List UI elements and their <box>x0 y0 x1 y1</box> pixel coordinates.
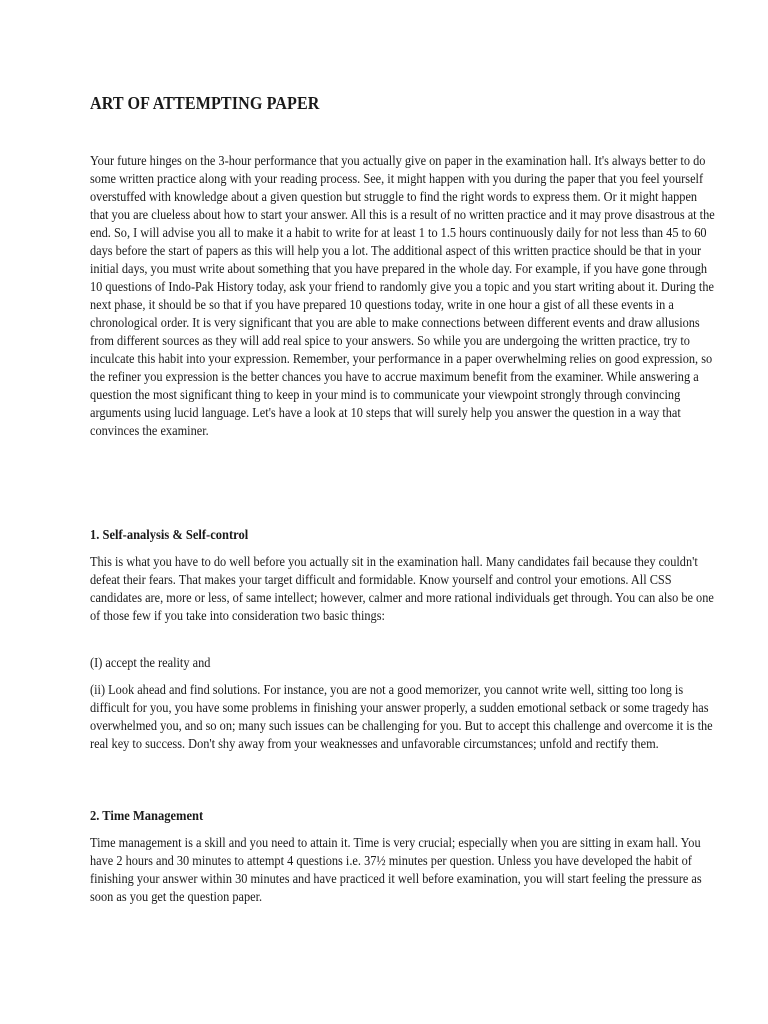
section1-paragraph-1: This is what you have to do well before you actually sit in the examination hall. Many candidates fail because they couldn't defeat their fears. That makes your target difficult and formidable. Know yourself and control your emotions. All CSS candidates are, more or less, of same intellect; however, calmer and more rational individuals get through. You can also be one of those few if you take into consideration two basic things: <box>90 554 714 623</box>
intro-paragraph: Your future hinges on the 3-hour performance that you actually give on paper in the examination hall. It's always better to do some written practice along with your reading process. See, it might happen with you during the paper that you feel yourself overstuffed with knowledge about a given question but struggle to find the right words to express them. Or it might happen that you are clueless about how to start your answer. All this is a result of no written practice and it may prove disastrous at the end. So, I will advise you all to make it a habit to write for at least 1 to 1.5 hours continuously daily for not less than 45 to 60 days before the start of papers as this will help you a lot. The additional aspect of this written practice should be that in your initial days, you must write about something that you have prepared in the whole day. For example, if you have gone through 10 questions of Indo-Pak History today, ask your friend to randomly give you a topic and you start writing about it. During the next phase, it should be so that if you have prepared 10 questions today, write in one hour a gist of all these events in a chronological order. It is very significant that you are able to make connections between different events and draw allusions from different sources as they will add real spice to your answers. So while you are undergoing the written practice, try to inculcate this habit into your expression. Remember, your performance in a paper overwhelming relies on good expression, so the refiner you expression is the better chances you have to accrue maximum benefit from the examiner. While answering a question the most significant thing to keep in your mind is to communicate your viewpoint strongly through convincing arguments using lucid language. Let's have a look at 10 steps that will surely help you answer the question in a way that convinces the examiner. <box>90 153 715 438</box>
section1-paragraph-3: (ii) Look ahead and find solutions. For instance, you are not a good memorizer, you cannot write well, sitting too long is difficult for you, you have some problems in finishing your answer properly, a sudden emotional setback or some tragedy has overwhelmed you, and so on; many such issues can be challenging for you. But to accept this challenge and overcome it is the real key to success. Don't shy away from your weaknesses and unfavorable circumstances; unfold and rectify them. <box>90 682 713 751</box>
section1-paragraph-2: (I) accept the reality and <box>90 655 211 670</box>
document-title: ART OF ATTEMPTING PAPER <box>90 93 320 113</box>
section-heading-time-management: 2. Time Management <box>90 808 204 823</box>
section-heading-self-analysis: 1. Self-analysis & Self-control <box>90 527 249 542</box>
section2-paragraph-1: Time management is a skill and you need to attain it. Time is very crucial; especially when you are sitting in exam hall. You have 2 hours and 30 minutes to attempt 4 questions i.e. 37½ minutes per question. Unless you have developed the habit of finishing your answer within 30 minutes and have practiced it well before examination, you will start feeling the pressure as soon as you get the question paper. <box>90 835 702 904</box>
